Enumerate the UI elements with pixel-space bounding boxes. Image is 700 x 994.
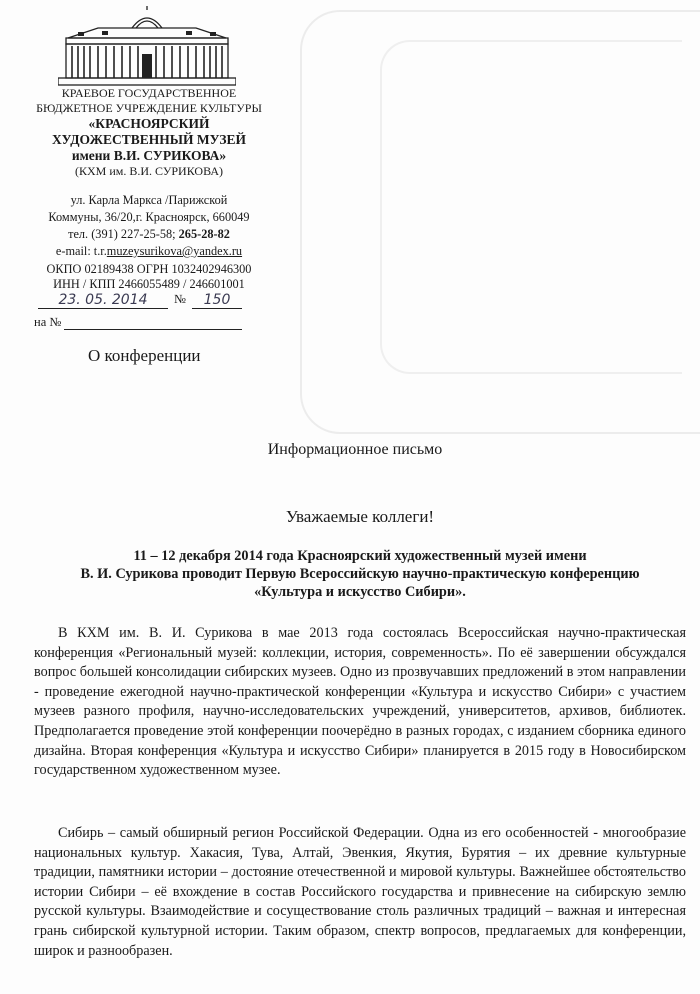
registration-codes [14,262,284,292]
org-name-line1: «КРАСНОЯРСКИЙ [88,116,210,131]
body-paragraph: В КХМ им. В. И. Сурикова в мае 2013 года состоялась Всероссийская научно-практическая конференция «Региональный музей: коллекции, история, современность». По её завершении обсуждался вопрос большей консолидации сибирских музеев. Одно из прозвучавших предложений в этом направлении - проведение ежегодной научно-практической конференции «Культура и искусство Сибири» с участием музеев разного профиля, научно-исследовательских учреждений, университетов, архивов, библиотек. Предполагается проведение этой конференции поочерёдно в разных городах, с изданием сборника единого дизайна. Вторая конференция «Культура и искусство Сибири» планируется в 2015 году в Новосибирском государственном художественном музее. [34,625,686,779]
address-line1: ул. Карла Маркса /Парижской [70,193,228,207]
outgoing-number-line [34,292,274,312]
greeting: Уважаемые коллеги! [285,507,435,526]
org-address [14,192,284,260]
address-line2: Коммуны, 36/20,г. Красноярск, 660049 [48,210,250,224]
inn-kpp: ИНН / КПП 2466055489 / 246601001 [53,277,245,291]
org-name-line3: имени В.И. СУРИКОВА» [71,148,227,163]
headline-line1: 11 – 12 декабря 2014 года Красноярский художественный музей имени [133,548,587,564]
org-short-name: (КХМ им. В.И. СУРИКОВА) [75,164,223,178]
email-line [14,243,284,260]
email-link[interactable]: muzeysurikova@yandex.ru [106,244,243,258]
watermark-frame-inner [380,40,682,374]
org-type-line2: БЮДЖЕТНОЕ УЧРЕЖДЕНИЕ КУЛЬТУРЫ [36,101,262,115]
body-paragraph: Сибирь – самый обширный регион Российской Федерации. Одна из его особенностей - многообразие национальных культур. Хакасия, Тува, Алтай, Эвенкия, Якутия, Бурятия – их древние культурные традиции, памятники истории – достояние отечественной и мировой культуры. Важнейшее обстоятельство истории Сибири – её вхождение в состав Российского государства и привнесение на сибирскую землю русской культуры. Взаимодействие и сосуществование столь различных традиций – важная и интересная грань сибирской культурной истории. Таким образом, спектр вопросов, предлагаемых для конференции, широк и разнообразен. [34,825,686,959]
outgoing-number: 150 [192,292,242,309]
phone-numbers: тел. (391) 227-25-58; [68,227,176,241]
number-label: № [174,292,186,306]
document-type: Информационное письмо [267,441,443,458]
reference-line [34,315,242,330]
org-name-line2: ХУДОЖЕСТВЕННЫЙ МУЗЕЙ [51,132,247,147]
outgoing-date: 23. 05. 2014 [38,292,168,309]
phone-line [14,226,284,243]
headline-line3: «Культура и искусство Сибири». [254,584,466,600]
phone-bold: 265-28-82 [178,227,230,241]
reference-label: на № [34,315,62,329]
headline-line2: В. И. Сурикова проводит Первую Всероссийскую научно-практическую конференцию [80,566,640,582]
email-prefix: e-mail: t.r. [55,244,107,258]
org-type-line1: КРАЕВОЕ ГОСУДАРСТВЕННОЕ [61,86,237,100]
okpo-ogrn: ОКПО 02189438 ОГРН 1032402946300 [46,262,252,276]
letterhead [14,86,284,179]
reference-blank [64,317,242,330]
letter-subject: О конференции [88,346,201,365]
announcement-headline [28,547,692,601]
museum-building-icon [58,6,236,86]
